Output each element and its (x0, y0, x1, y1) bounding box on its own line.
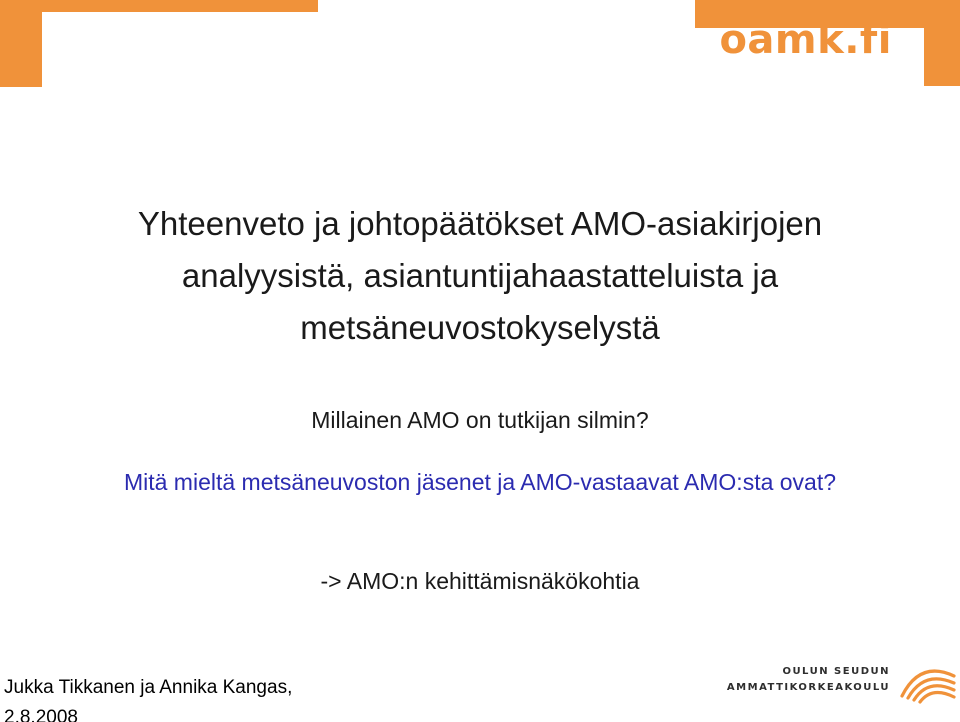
title-line-3: metsäneuvostokyselystä (300, 309, 660, 346)
logo-banner-right (924, 28, 960, 86)
institution-name (700, 664, 890, 696)
question-members: Mitä mieltä metsäneuvoston jäsenet ja AMO-vastaavat AMO:sta ovat? (123, 469, 837, 495)
corner-decoration-top (0, 0, 318, 12)
institution-line-2: AMMATTIKORKEAKOULU (726, 682, 890, 693)
author-names: Jukka Tikkanen ja Annika Kangas, (4, 677, 293, 698)
title-line-1: Yhteenveto ja johtopäätökset AMO-asiakirjojen (137, 205, 823, 242)
corner-decoration-left (0, 0, 42, 87)
oamk-logo-text[interactable]: oamk.fi (719, 17, 892, 63)
institution-line-1: OULUN SEUDUN (782, 666, 890, 677)
development-aspects: -> AMO:n kehittämisnäkökohtia (320, 568, 640, 594)
title-line-2: analyysistä, asiantuntijahaastatteluista ja (181, 257, 779, 294)
slide-title (80, 198, 880, 354)
sunrise-arcs-icon (898, 656, 958, 704)
footer-author (4, 673, 292, 722)
question-researcher: Millainen AMO on tutkijan silmin? (311, 407, 649, 433)
author-date: 2.8.2008 (4, 707, 78, 722)
